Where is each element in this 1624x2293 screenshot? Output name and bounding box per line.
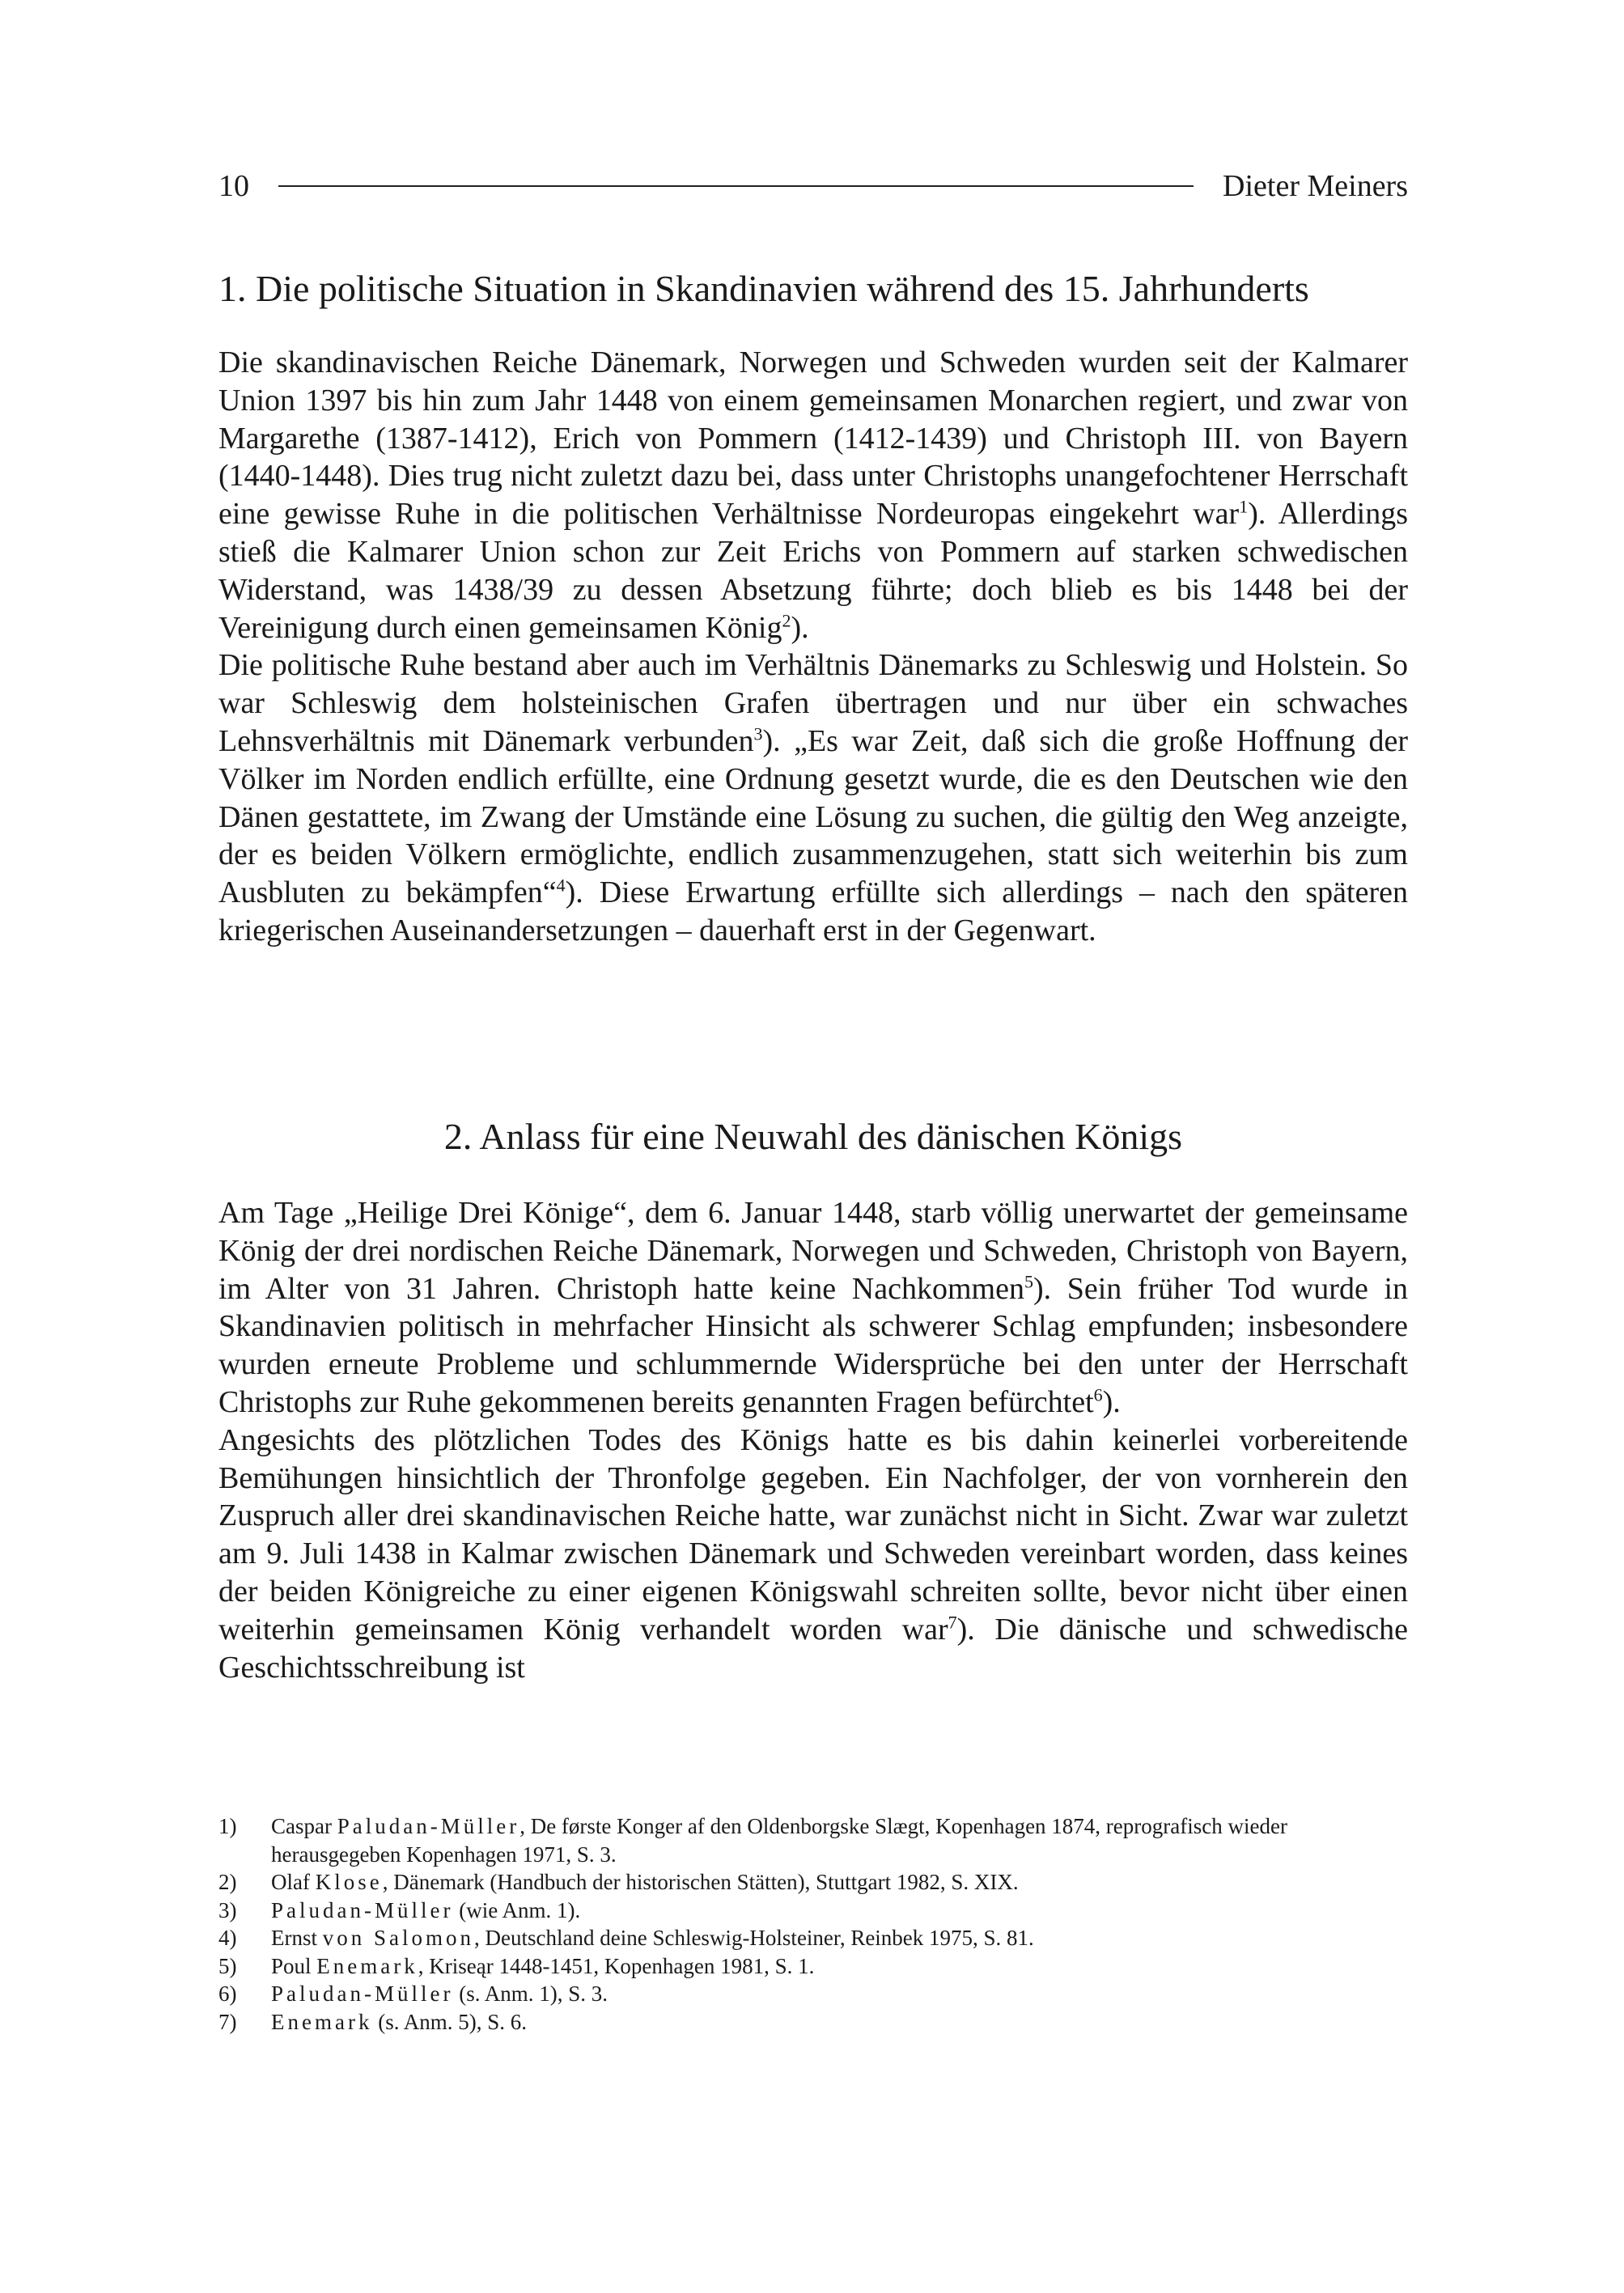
- footnote: 5) Poul Enemark, Kriseąr 1448-1451, Kopenhagen 1981, S. 1.: [218, 1953, 815, 1978]
- author-name: Enemark: [271, 2009, 373, 2034]
- footnote-ref: 7: [948, 1612, 957, 1633]
- section-heading-1: 1. Die politische Situation in Skandinavien während des 15. Jahrhunderts: [218, 268, 1309, 309]
- author-name: Enemark: [316, 1953, 418, 1978]
- footnote: 3) Paludan-Müller (wie Anm. 1).: [218, 1897, 581, 1922]
- author-name: Klose: [315, 1870, 383, 1894]
- paragraph: Die politische Ruhe bestand aber auch im Verhältnis Dänemarks zu Schleswig und Holstein. So war Schleswig dem holsteinischen Grafen übertragen und nur über ein schwaches Lehnsverhältnis mit Dänemark verbunden$^3$). „Es war Zeit, daß sich die große Hoffnung der Völker im Norden endlich erfüllte, eine Ordnung gesetzt wurde, die es den Deutschen wie den Dänen gestattete, im Zwang der Umstände eine Lösung zu suchen, die gültig den Weg anzeigte, der es beiden Völkern ermöglichte, endlich zusammenzugehen, statt sich weiterhin bis zum Ausbluten zu bekämpfen“$^4$). Diese Erwartung erfüllte sich allerdings – nach den späteren kriegerischen Auseinandersetzungen – dauerhaft erst in der Gegenwart.: [218, 648, 1408, 947]
- header-rule: [278, 185, 1194, 187]
- section-heading-2: 2. Anlass für eine Neuwahl des dänischen Königs: [443, 1116, 1183, 1157]
- page-number: 10: [218, 169, 249, 203]
- paragraph: Am Tage „Heilige Drei Könige“, dem 6. Januar 1448, starb völlig unerwartet der gemeinsame König der drei nordischen Reiche Dänemark, Norwegen und Schweden, Christoph von Bayern, im Alter von 31 Jahren. Christoph hatte keine Nachkommen$^5$). Sein früher Tod wurde in Skandinavien politisch in mehrfacher Hinsicht als schwerer Schlag empfunden; insbesondere wurden erneute Probleme und schlummernde Widersprüche bei den unter der Herrschaft Christophs zur Ruhe gekommenen bereits genannten Fragen befürchtet$^6$).: [218, 1196, 1408, 1419]
- running-title: Dieter Meiners: [1223, 169, 1408, 203]
- author-name: Paludan-Müller: [271, 1981, 454, 2006]
- footnote: 4) Ernst von Salomon, Deutschland deine Schleswig-Holsteiner, Reinbek 1975, S. 81.: [218, 1926, 1034, 1950]
- section-body-1: [218, 344, 1408, 950]
- footnote: 7) Enemark (s. Anm. 5), S. 6.: [218, 2009, 527, 2034]
- footnote-ref: 4: [556, 875, 566, 896]
- footnote-ref: 5: [1024, 1270, 1033, 1291]
- footnote-ref: 1: [1239, 496, 1249, 517]
- paragraph: Angesichts des plötzlichen Todes des Königs hatte es bis dahin keinerlei vorbereitende Bemühungen hinsichtlich der Thronfolge gegeben. Ein Nachfolger, der von vornherein den Zuspruch aller drei skandinavischen Reiche hatte, war zunächst nicht in Sicht. Zwar war zuletzt am 9. Juli 1438 in Kalmar zwischen Dänemark und Schweden vereinbart worden, dass keines der beiden Königreiche zu einer eigenen Königswahl schreiten sollte, bevor nicht über einen weiterhin gemeinsamen König verhandelt worden war$^7$). Die dänische und schwedische Geschichtsschreibung ist: [218, 1422, 1408, 1685]
- footnote: 1) Caspar Paludan-Müller, De første Konger af den Oldenborgske Slægt, Kopenhagen 1874, reprografisch wieder herausgegeben Kopenhagen 1971, S. 3.: [218, 1814, 1287, 1867]
- footnote: 6) Paludan-Müller (s. Anm. 1), S. 3.: [218, 1981, 608, 2006]
- author-name: Paludan-Müller: [337, 1814, 520, 1838]
- footnote-ref: 3: [753, 723, 763, 744]
- footnote-ref: 6: [1093, 1384, 1103, 1405]
- footnote-ref: 2: [782, 609, 791, 630]
- author-name: von Salomon: [322, 1926, 475, 1950]
- author-name: Paludan-Müller: [271, 1897, 454, 1922]
- section-body-2: [218, 1194, 1408, 1686]
- footnote: 2) Olaf Klose, Dänemark (Handbuch der historischen Stätten), Stuttgart 1982, S. XIX.: [218, 1870, 1019, 1894]
- footnotes: [218, 1812, 1408, 2036]
- paragraph: Die skandinavischen Reiche Dänemark, Norwegen und Schweden wurden seit der Kalmarer Union 1397 bis hin zum Jahr 1448 von einem gemeinsamen Monarchen regiert, und zwar von Margarethe (1387-1412), Erich von Pommern (1412-1439) und Christoph III. von Bayern (1440-1448). Dies trug nicht zuletzt dazu bei, dass unter Christophs unangefochtener Herrschaft eine gewisse Ruhe in die politischen Verhältnisse Nordeuropas eingekehrt war$^1$). Allerdings stieß die Kalmarer Union schon zur Zeit Erichs von Pommern auf starken schwedischen Widerstand, was 1438/39 zu dessen Absetzung führte; doch blieb es bis 1448 bei der Vereinigung durch einen gemeinsamen König$^2$).: [218, 345, 1409, 645]
- running-header: [218, 166, 1408, 206]
